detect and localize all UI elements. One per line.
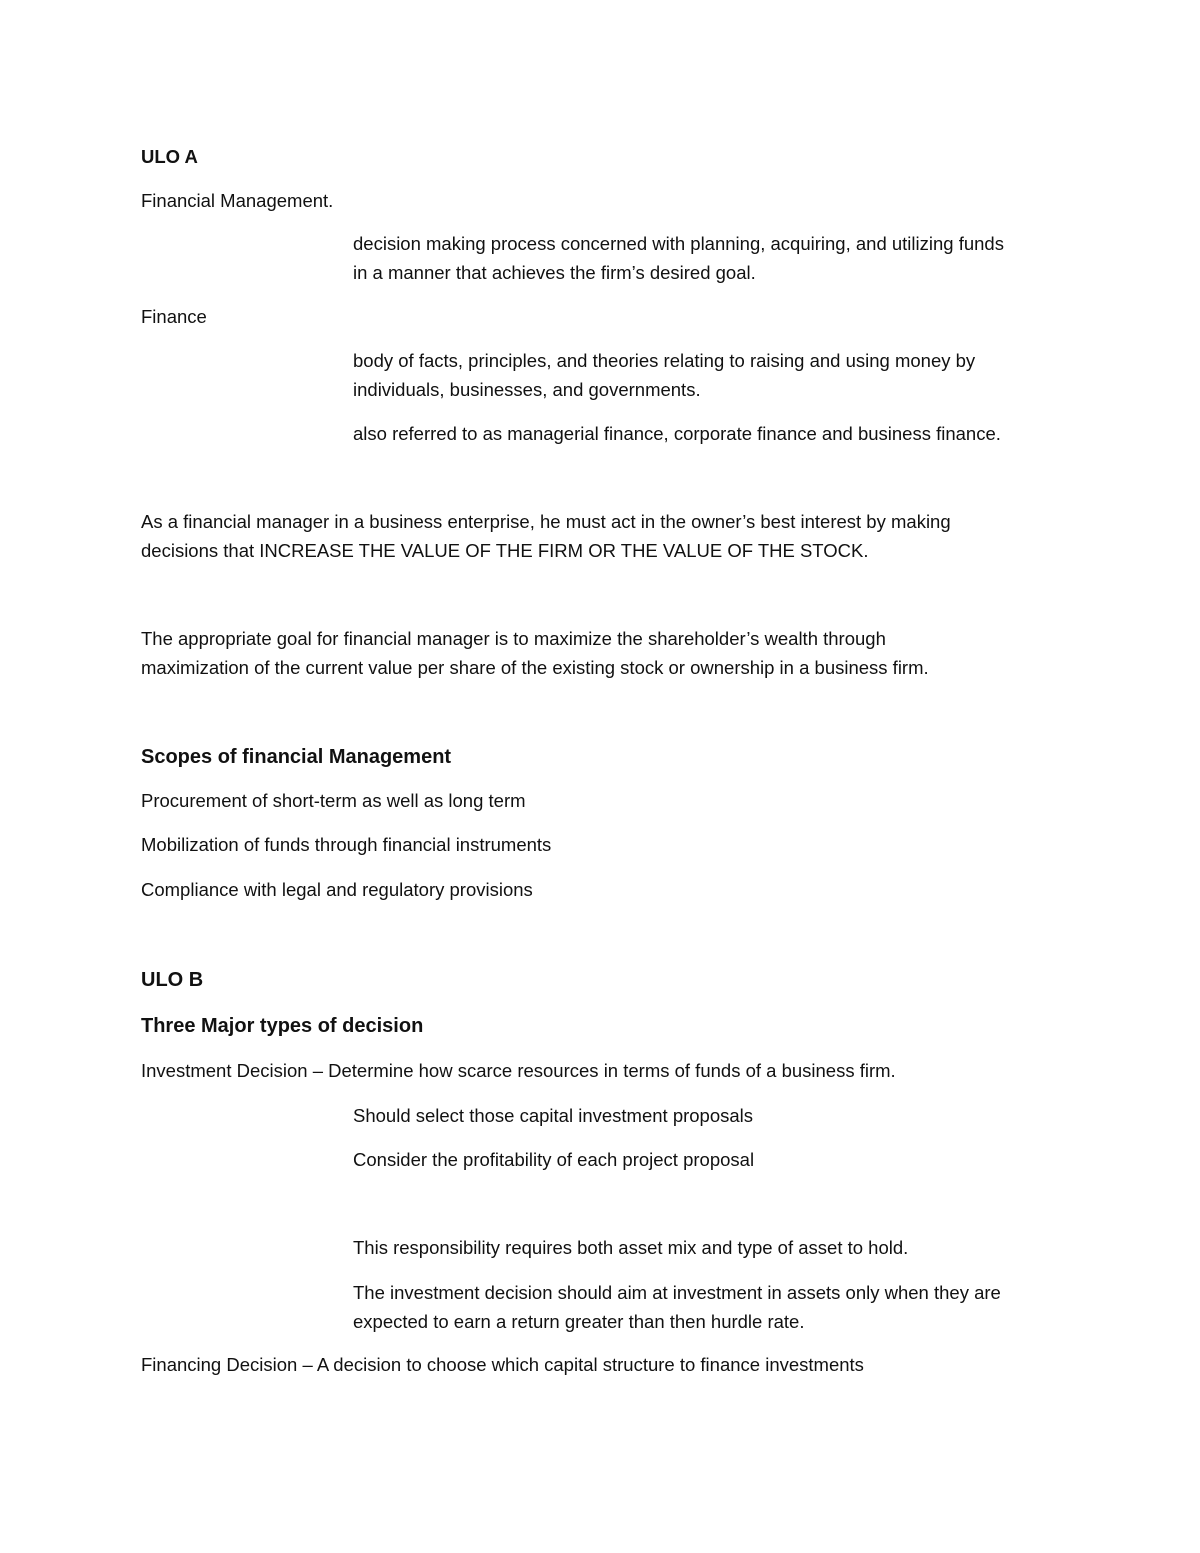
ulo-a-heading: ULO A — [141, 146, 198, 167]
scopes-heading: Scopes of financial Management — [141, 746, 452, 768]
term-financial-management: Financial Management. — [141, 190, 334, 211]
investment-point: Should select those capital investment proposals — [353, 1105, 754, 1126]
investment-point: expected to earn a return greater than then hurdle rate. — [353, 1311, 805, 1332]
definition-line: in a manner that achieves the firm’s desired goal. — [353, 262, 756, 283]
investment-point: This responsibility requires both asset mix and type of asset to hold. — [353, 1237, 909, 1258]
paragraph-line: decisions that INCREASE THE VALUE OF THE FIRM OR THE VALUE OF THE STOCK. — [141, 540, 869, 561]
investment-decision: Investment Decision – Determine how scarce resources in terms of funds of a business firm. — [141, 1060, 896, 1081]
definition-line: body of facts, principles, and theories relating to raising and using money by — [353, 350, 976, 371]
scope-item: Procurement of short-term as well as long term — [141, 790, 526, 811]
investment-point: Consider the profitability of each project proposal — [353, 1149, 755, 1170]
paragraph-line: As a financial manager in a business enterprise, he must act in the owner’s best interest by making — [141, 511, 951, 532]
definition-line: also referred to as managerial finance, corporate finance and business finance. — [353, 423, 1001, 444]
investment-point: The investment decision should aim at investment in assets only when they are — [353, 1282, 1001, 1303]
ulo-b-heading: ULO B — [141, 969, 204, 991]
definition-line: decision making process concerned with planning, acquiring, and utilizing funds — [353, 233, 1004, 254]
paragraph-line: The appropriate goal for financial manager is to maximize the shareholder’s wealth through — [141, 628, 886, 649]
scope-item: Mobilization of funds through financial instruments — [141, 834, 552, 855]
definition-line: individuals, businesses, and governments. — [353, 379, 701, 400]
decision-types-heading: Three Major types of decision — [141, 1015, 424, 1037]
scope-item: Compliance with legal and regulatory provisions — [141, 879, 533, 900]
paragraph-line: maximization of the current value per share of the existing stock or ownership in a business firm. — [141, 657, 929, 678]
financing-decision: Financing Decision – A decision to choose which capital structure to finance investments — [141, 1354, 864, 1375]
term-finance: Finance — [141, 306, 207, 327]
